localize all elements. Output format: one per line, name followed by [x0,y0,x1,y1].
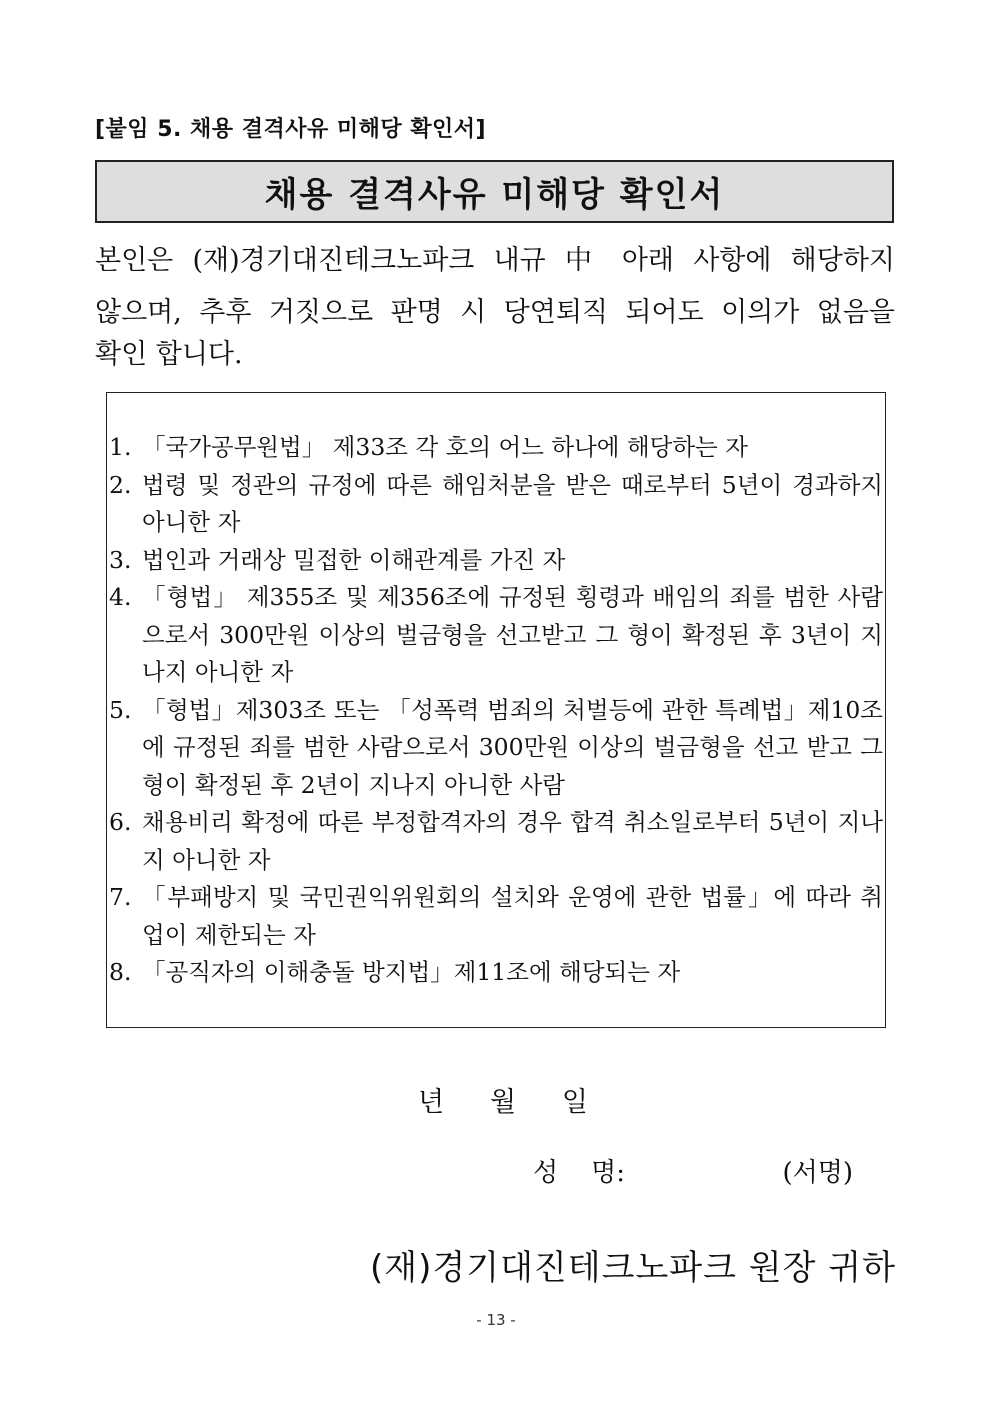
item-text: 법령 및 정관의 규정에 따른 해임처분을 받은 때로부터 5년이 경과하지 아니한 자 [142,470,883,536]
list-item [109,804,885,879]
item-text: 법인과 거래상 밀접한 이해관계를 가진 자 [142,545,566,574]
item-text: 「부패방지 및 국민권익위원회의 설치와 운영에 관한 법률」에 따라 취업이 제한되는 자 [142,883,883,949]
list-item [109,692,885,805]
date-row [418,1080,588,1119]
item-number: 2. [109,470,132,499]
signature-label: 성 명: [533,1158,626,1188]
list-item [109,879,885,954]
list-item [109,579,885,692]
item-number: 5. [109,695,132,724]
item-number: 7. [109,883,132,911]
intro-line-1: 본인은 (재)경기대진테크노파크 내규 中 아래 사항에 해당하지 [95,245,895,276]
date-year: 년 [418,1087,445,1118]
list-item [109,542,885,580]
item-number: 8. [109,958,132,986]
document-title-box [95,160,894,223]
disqualification-list-box [106,392,886,1028]
document-title: 채용 결격사유 미해당 확인서 [264,175,725,215]
date-day: 일 [561,1087,588,1118]
item-number: 4. [109,583,132,611]
item-text: 「형법」제303조 또는 「성폭력 범죄의 처벌등에 관한 특례법」제10조에 규정된 죄를 범한 사람으로서 300만원 이상의 벌금형을 선고 받고 그 형이 확정된 후 2년이 지나지 아니한 사람 [142,695,883,799]
addressee: (재)경기대진테크노파크 원장 귀하 [370,1248,896,1288]
disqualification-list [109,429,885,992]
list-item [109,954,885,992]
attachment-label: [붙임 5. 채용 결격사유 미해당 확인서] [95,117,487,142]
item-number: 1. [109,433,132,461]
item-text: 「국가공무원법」 제33조 각 호의 어느 하나에 해당하는 자 [142,433,748,461]
item-number: 3. [109,545,132,574]
intro-paragraph [95,235,895,339]
item-number: 6. [109,808,132,836]
list-item [109,429,885,467]
date-month: 월 [489,1087,517,1118]
intro-line-3: 확인 합니다. [95,339,243,370]
signature-mark: (서명) [782,1158,853,1188]
item-text: 「형법」 제355조 및 제356조에 규정된 횡령과 배임의 죄를 범한 사람으로서 300만원 이상의 벌금형을 선고받고 그 형이 확정된 후 3년이 지나지 아니한 자 [142,583,883,686]
list-item [109,467,885,542]
item-text: 채용비리 확정에 따른 부정합격자의 경우 합격 취소일로부터 5년이 지나지 아니한 자 [142,808,883,874]
item-text: 「공직자의 이해충돌 방지법」제11조에 해당되는 자 [142,958,681,986]
page-number: - 13 - [476,1311,516,1329]
intro-line-2: 않으며, 추후 거짓으로 판명 시 당연퇴직 되어도 이의가 없음을 [95,297,895,328]
